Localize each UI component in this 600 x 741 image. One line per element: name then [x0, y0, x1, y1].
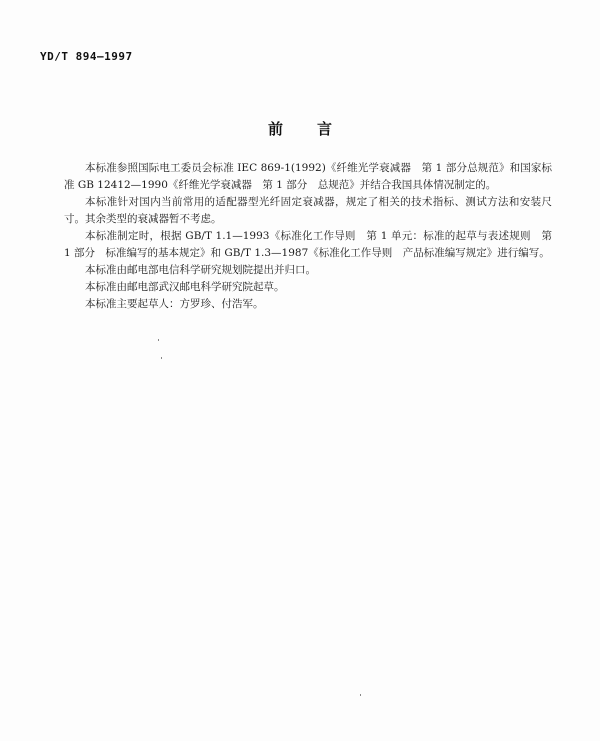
- paragraph-drafters: 本标准主要起草人：方罗珍、付浩军。: [85, 298, 264, 310]
- scan-speck: [158, 339, 159, 341]
- paragraph-proposer: 本标准由邮电部电信科学研究规划院提出并归口。: [85, 264, 316, 276]
- paragraph-drafter-org: 本标准由邮电部武汉邮电科学研究院起草。: [85, 281, 285, 293]
- page-title: 前言: [267, 120, 366, 138]
- paragraph-scope: 本标准针对国内当前常用的适配器型光纤固定衰减器，规定了相关的技术指标、测试方法和安装尺寸。其余类型的衰减器暂不考虑。: [64, 196, 552, 225]
- scan-speck: [161, 357, 162, 359]
- paragraph-drafting-rules: 本标准制定时，根据 GB/T 1.1—1993《标准化工作导则 第 1 单元：标准的起草与表述规则 第 1 部分 标准编写的基本规定》和 GB/T 1.3—1987《标准化工作导则 产品标准编写规定》进行编写。: [64, 230, 552, 259]
- standard-code: YD/T 894—1997: [40, 50, 133, 63]
- paragraph-reference-standards: 本标准参照国际电工委员会标准 IEC 869-1(1992)《纤维光学衰减器 第 1 部分总规范》和国家标准 GB 12412—1990《纤维光学衰减器 第 1 部分 总规范》并结合我国具体情况制定的。: [64, 162, 552, 191]
- scan-speck: [360, 694, 361, 696]
- foreword-body: [64, 160, 552, 313]
